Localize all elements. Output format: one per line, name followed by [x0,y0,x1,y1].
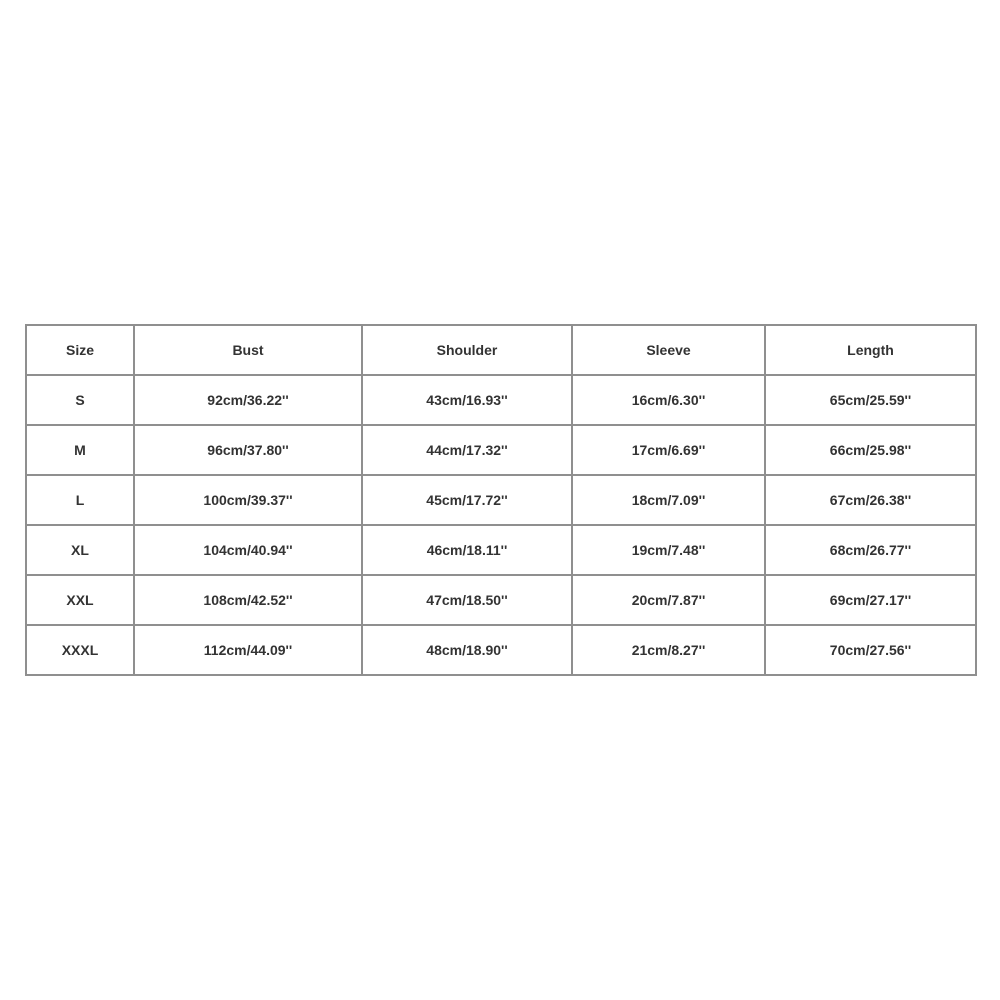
cell-bust: 100cm/39.37'' [134,475,362,525]
header-shoulder: Shoulder [362,325,572,375]
table-row [26,575,976,625]
header-sleeve: Sleeve [572,325,765,375]
cell-shoulder: 44cm/17.32'' [362,425,572,475]
header-size: Size [26,325,134,375]
cell-sleeve: 19cm/7.48'' [572,525,765,575]
cell-size: M [26,425,134,475]
cell-bust: 92cm/36.22'' [134,375,362,425]
cell-shoulder: 45cm/17.72'' [362,475,572,525]
table-row [26,625,976,675]
cell-shoulder: 48cm/18.90'' [362,625,572,675]
cell-sleeve: 17cm/6.69'' [572,425,765,475]
cell-length: 65cm/25.59'' [765,375,976,425]
cell-size: XXXL [26,625,134,675]
cell-length: 68cm/26.77'' [765,525,976,575]
cell-shoulder: 46cm/18.11'' [362,525,572,575]
table-header-row [26,325,976,375]
header-bust: Bust [134,325,362,375]
cell-sleeve: 16cm/6.30'' [572,375,765,425]
cell-size: XL [26,525,134,575]
table-row [26,475,976,525]
size-chart-table [25,324,977,676]
cell-sleeve: 18cm/7.09'' [572,475,765,525]
cell-length: 70cm/27.56'' [765,625,976,675]
table-row [26,525,976,575]
cell-size: XXL [26,575,134,625]
cell-length: 66cm/25.98'' [765,425,976,475]
cell-shoulder: 47cm/18.50'' [362,575,572,625]
cell-length: 67cm/26.38'' [765,475,976,525]
cell-shoulder: 43cm/16.93'' [362,375,572,425]
cell-sleeve: 21cm/8.27'' [572,625,765,675]
cell-bust: 96cm/37.80'' [134,425,362,475]
cell-size: L [26,475,134,525]
cell-sleeve: 20cm/7.87'' [572,575,765,625]
cell-length: 69cm/27.17'' [765,575,976,625]
cell-size: S [26,375,134,425]
cell-bust: 104cm/40.94'' [134,525,362,575]
cell-bust: 112cm/44.09'' [134,625,362,675]
table-row [26,375,976,425]
header-length: Length [765,325,976,375]
cell-bust: 108cm/42.52'' [134,575,362,625]
table-row [26,425,976,475]
